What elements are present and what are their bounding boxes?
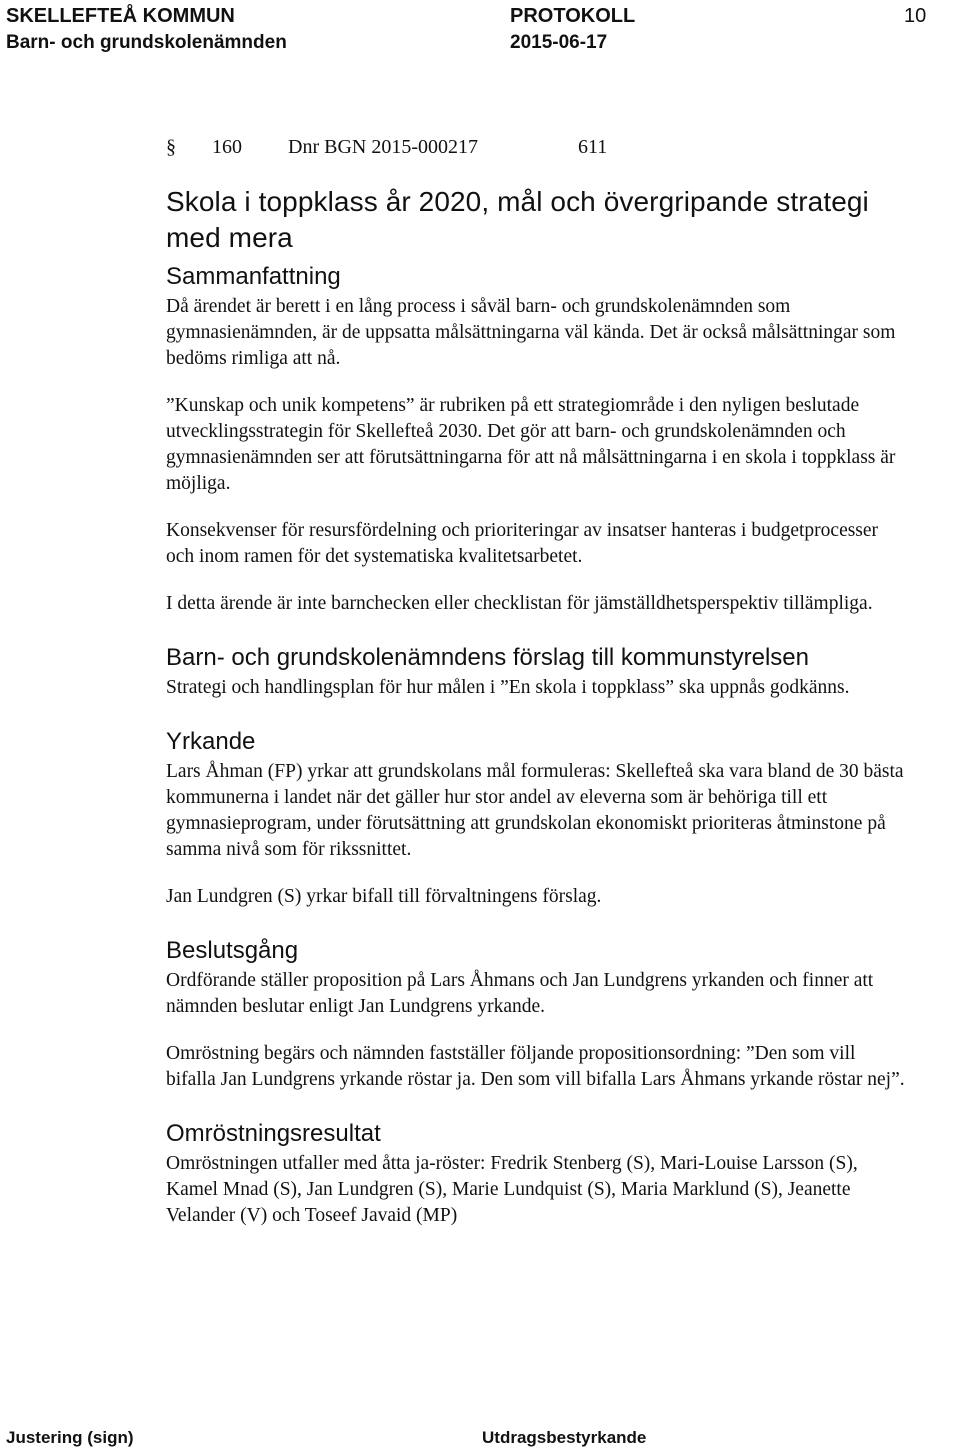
motion-paragraph: Jan Lundgren (S) yrkar bifall till förvaltningens förslag. (166, 886, 602, 907)
procedure-heading: Beslutsgång (166, 937, 299, 964)
vote-result-paragraph: Omröstningen utfaller med åtta ja-röster: Fredrik Stenberg (S), Mari-Louise Larsson (S), Kamel Mnad (S), Jan Lundgren (S), Marie Lundquist (S), Maria Marklund (S), Jeanette Velander (V) och Toseef Javaid (MP) (166, 1153, 858, 1226)
case-code: 611 (578, 136, 608, 158)
document-title: Skola i toppklass år 2020, mål och övergripande strategi med mera (166, 186, 869, 253)
procedure-paragraph: Omröstning begärs och nämnden fastställer följande propositionsordning: ”Den som vill bifalla Jan Lundgrens yrkande röstar ja. Den som vill bifalla Lars Åhmans yrkande röstar nej”. (166, 1043, 905, 1090)
proposal-heading: Barn- och grundskolenämndens förslag till kommunstyrelsen (166, 644, 809, 671)
proposal-paragraph: Strategi och handlingsplan för hur målen i ”En skola i toppklass” ska uppnås godkänns. (166, 677, 850, 698)
summary-paragraph: I detta ärende är inte barnchecken eller checklistan för jämställdhetsperspektiv tillämpliga. (166, 593, 873, 614)
section-sign: § (166, 136, 176, 158)
summary-paragraph: Konsekvenser för resursfördelning och prioriteringar av insatser hanteras i budgetprocesser och inom ramen för det systematiska kvalitetsarbetet. (166, 520, 879, 567)
summary-paragraph: ”Kunskap och unik kompetens” är rubriken på ett strategiområde i den nyligen beslutade utvecklingsstrategin för Skellefteå 2030. Det gör att barn- och grundskolenämnden och gymnasienämnden ser att förutsättningarna för att nå målsättningarna i en skola i toppklass är möjliga. (166, 395, 896, 494)
section-number: 160 (212, 136, 242, 158)
page-number: 10 (904, 5, 927, 27)
summary-paragraph: Då ärendet är berett i en lång process i såväl barn- och grundskolenämnden som gymnasienämnden, är de uppsatta målsättningarna väl kända. Det är också målsättningar som bedöms rimliga att nå. (166, 296, 896, 369)
case-reference (166, 132, 906, 162)
board-name: Barn- och grundskolenämnden (6, 32, 287, 53)
document-type: PROTOKOLL (510, 5, 636, 27)
certification-label: Utdragsbestyrkande (482, 1428, 647, 1447)
meeting-date: 2015-06-17 (510, 32, 608, 53)
organization-name: SKELLEFTEÅ KOMMUN (6, 5, 235, 27)
case-dnr: Dnr BGN 2015-000217 (288, 136, 478, 158)
signature-label: Justering (sign) (6, 1428, 134, 1447)
motion-heading: Yrkande (166, 728, 256, 755)
summary-heading: Sammanfattning (166, 263, 341, 290)
motion-paragraph: Lars Åhman (FP) yrkar att grundskolans mål formuleras: Skellefteå ska vara bland de 30 bästa kommunerna i landet när det gäller hur stor andel av eleverna som är behöriga till ett gymnasieprogram, under förutsättning att grundskolan ekonomiskt prioriteras åtminstone på samma nivå som för rikssnittet. (166, 761, 904, 860)
vote-result-heading: Omröstningsresultat (166, 1120, 381, 1147)
document-body (166, 132, 906, 1229)
procedure-paragraph: Ordförande ställer proposition på Lars Åhmans och Jan Lundgrens yrkanden och finner att nämnden beslutar enligt Jan Lundgrens yrkande. (166, 970, 874, 1017)
